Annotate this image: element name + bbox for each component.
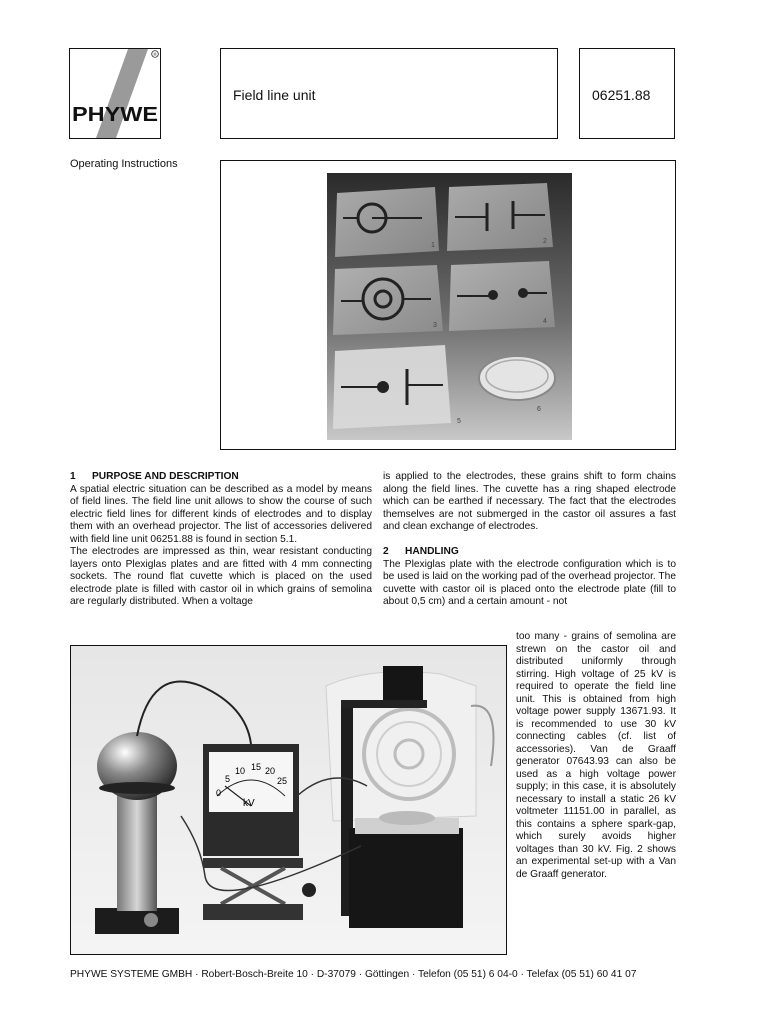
figure-1-electrode-plates-photo [327,173,572,440]
section-1 [70,471,372,609]
svg-text:®: ® [153,52,157,57]
meter-scale-5: 5 [225,774,231,784]
brand-wordmark: PHYWE [72,104,158,126]
order-number: 06251.88 [592,87,651,103]
page-footer: PHYWE SYSTEME GMBH · Robert-Bosch-Breite 10 · D-37079 · Göttingen · Telefon (05 51) 6 04-0 · Telefax (05 51) 60 41 07 [70,969,637,980]
figure-1-label-4: 4 [543,318,547,325]
section-2-side-text [516,631,676,881]
meter-scale-0: 0 [216,788,222,798]
section-1-heading: 1 PURPOSE AND DESCRIPTION [70,471,239,482]
figure-1-label-1: 1 [431,242,435,249]
document-subtitle: Operating Instructions [70,158,178,170]
phywe-logo [69,48,161,139]
figure-1-label-5: 5 [457,418,461,425]
phywe-logo-mark-icon [70,49,160,138]
section-2-heading: 2 HANDLING [383,546,459,557]
figure-1-label-3: 3 [433,322,437,329]
meter-scale-10: 10 [235,766,246,776]
figure-2-setup-photo [70,645,507,955]
right-column [383,471,676,609]
order-number-box [579,48,675,139]
title-box [220,48,558,139]
section-2-paragraph-side: too many - grains of semolina are strewn on the castor oil and distributed uniformly through stirring. High voltage of 25 kV is required to operate the field line unit. This is obtained from high voltage power supply 13671.93. It is recommended to use 30 kV connecting cables (cf. list of accessories). Van de Graaff generator 07643.93 can also be used as a high voltage power supply; in this case, it is absolutely necessary to install a static 26 kV voltmeter 11151.00 in parallel, as this contains a sphere spark-gap, which surely avoids higher voltages than 30 kV. Fig. 2 shows an experimental set-up with a Van de Graaff generator. [516,631,676,880]
page-title: Field line unit [233,87,316,103]
section-2-paragraph-top: The Plexiglas plate with the electrode configuration which is to be used is laid on the working pad of the overhead projector. The cuvette with castor oil is placed onto the electrode plate (fill to about 0,5 cm) and a certain amount - not [383,558,676,607]
figure-1-label-6: 6 [537,406,541,413]
section-1-paragraph-1: A spatial electric situation can be described as a model by means of field lines. The field line unit allows to show the course of such electric field lines for different kinds of electrodes and to display them with an overhead projector. The list of accessories delivered with field line unit 06251.88 is found in section 5.1. [70,483,372,545]
meter-scale-15: 15 [251,762,262,772]
section-1-paragraph-2: The electrodes are impressed as thin, wear resistant conducting layers onto Plexiglas plates and are fitted with 4 mm connecting sockets. The round flat cuvette which is placed on the used electrode plate is filled with castor oil in which grains of semolina are regularly distributed. When a voltage [70,546,372,607]
experiment-setup-photo [71,646,506,954]
meter-unit: kV [243,798,255,809]
meter-scale-25: 25 [277,776,288,786]
section-1-continuation: is applied to the electrodes, these grains shift to form chains along the field lines. The cuvette has a ring shaped electrode which can be earthed if necessary. The fact that the electrodes themselves are not submerged in the castor oil assures a fast and clean exchange of electrodes. [383,471,676,532]
meter-scale-20: 20 [265,766,276,776]
figure-1-label-2: 2 [543,238,547,245]
